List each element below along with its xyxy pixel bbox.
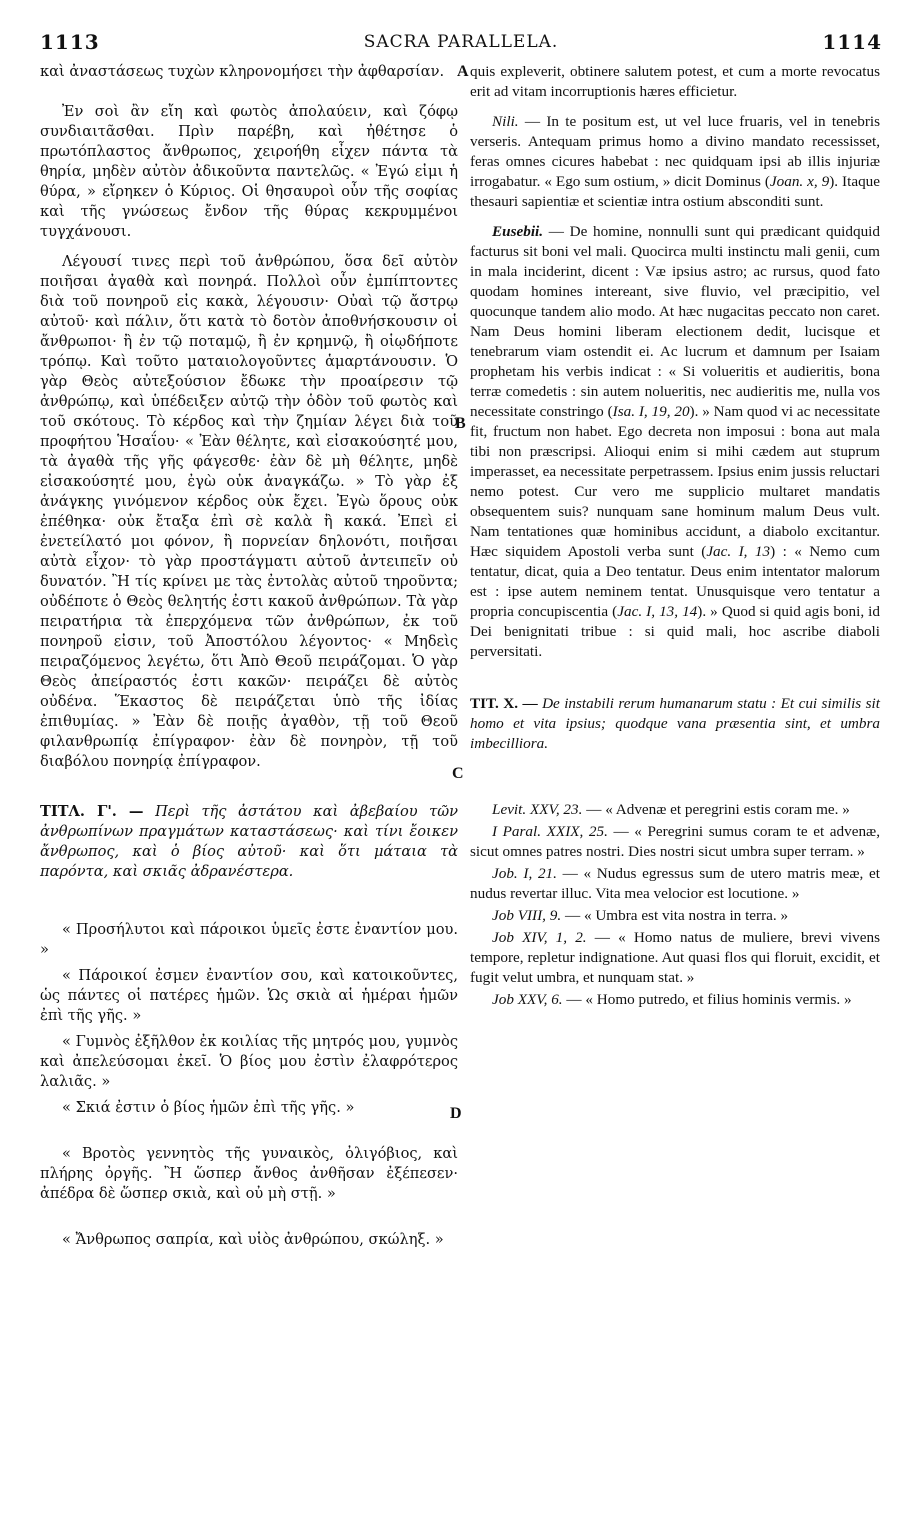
latin-quote-6: [470, 990, 880, 1010]
page-number-left: 1113: [40, 30, 100, 54]
latin-quote-4: [470, 906, 880, 926]
running-title: SACRA PARALLELA.: [363, 32, 559, 52]
latin-quote-5: [470, 928, 880, 988]
latin-quote-4-cite: Job VIII, 9.: [492, 907, 562, 924]
latin-quote-3-cite: Job. I, 21.: [492, 865, 557, 882]
latin-title-section: [470, 694, 880, 754]
eusebius-ref-1: Isa. I, 19, 20: [612, 403, 690, 420]
greek-quote-3: « Γυμνὸς ἐξῆλθον ἐκ κοιλίας τῆς μητρός μου, γυμνὸς καὶ ἀπελεύσομαι ἐκεῖ. Ὁ βίος μου ἐστὶν ἐλαφρότερος λαλιᾶς. »: [40, 1033, 458, 1090]
latin-quote-5-text: — « Homo natus de muliere, brevi vivens tempore, repletur indignatione. Aut quasi flos qui floruit, excidit, et fugit velut umbra, et nunquam stat. »: [470, 929, 880, 986]
margin-letter-a: A: [457, 63, 469, 80]
greek-title-body: Περὶ τῆς ἀστάτου καὶ ἀβεβαίου τῶν ἀνθρωπίνων πραγμάτων καταστάσεως· καὶ τίνι ἔοικεν ἄνθρωπος, καὶ ὁ βίος αὐτοῦ· καὶ ὅτι μάταια τὰ παρόντα, καὶ σκιᾶς ἀδρανέστερα.: [40, 803, 459, 880]
latin-quote-2-cite: I Paral. XXIX, 25.: [492, 823, 608, 840]
nili-ref: Joan. x, 9: [769, 173, 830, 190]
greek-column: [40, 62, 458, 1250]
eusebius-text-3: ) : « Nemo cum tentatur, dicat, quia a Deo tentatur. Deus enim intentator malorum est : ipse autem neminem tentat. Unusquisque vero tentatur a propria concupiscentia (: [470, 543, 880, 620]
eusebius-label: Eusebii.: [492, 223, 544, 240]
latin-quote-2: [470, 822, 880, 862]
latin-quote-1-text: — « Advenæ et peregrini estis coram me. »: [586, 801, 850, 818]
greek-quote-5: « Βροτὸς γεννητὸς τῆς γυναικὸς, ὀλιγόβιος, καὶ πλήρης ὀργῆς. Ἢ ὥσπερ ἄνθος ἀνθῆσαν ἐξέπεσεν· ἀπέδρα δὲ ὥσπερ σκιὰ, καὶ οὐ μὴ στῇ. »: [40, 1145, 458, 1202]
latin-quote-1-cite: Levit. XXV, 23.: [492, 801, 583, 818]
eusebius-ref-3: Jac. I, 13, 14: [617, 603, 698, 620]
greek-title-section: [40, 802, 458, 882]
latin-paragraph-eusebius: [470, 222, 880, 662]
eusebius-text-1: — De homine, nonnulli sunt qui prædicant quidquid facturus sit boni vel mali. Quocirca multi instinctu mali genii, cum in mala inciderint, dicent : Væ ipsius astro; ac rursus, quod fato quodam homines intereant, sive fluvio, vel præcipitio, vel quocunque tandem alio modo. At hæc nugacitas peccato non caret. Nam Deus homini liberam electionem dedit, lucisque et tenebrarum viam ostendit ei. Ac lucrum et damnum per Isaiam prophetam his verbis indicat : « Si volueritis et audieritis, bona terræ comedetis : sin autem nolueritis, nec audieritis me, nulla vos necessitate constringo (: [470, 223, 880, 420]
page-header: [40, 30, 882, 56]
latin-title-label: TIT. X. —: [470, 695, 538, 712]
nili-tail: ). Itaque thesauri sapientiæ et scientiæ intra ostium absconditi sunt.: [470, 173, 880, 210]
latin-quote-3: [470, 864, 880, 904]
latin-paragraph-nili: [470, 112, 880, 212]
greek-quote-6: « Ἄνθρωπος σαπρία, καὶ υἱὸς ἀνθρώπου, σκώληξ. »: [62, 1231, 444, 1248]
latin-column: [470, 62, 880, 1010]
latin-quote-6-cite: Job XXV, 6.: [492, 991, 563, 1008]
greek-paragraph-nili: Ἐν σοὶ ἂν εἴη καὶ φωτὸς ἀπολαύειν, καὶ ζόφῳ συνδιαιτᾶσθαι. Πρὶν παρέβη, καὶ ἠθέτησε ὁ πρωτόπλαστος ἄνθρωπος, χειροήθη εἶχεν πάντα τὰ θηρία, μηδὲν αὐτὸν ἀδικοῦντα παντελῶς. « Ἐγώ εἰμι ἡ θύρα, » εἴρηκεν ὁ Κύριος. Οἱ θησαυροὶ οὖν τῆς σοφίας καὶ τῆς γνώσεως ἔνδον τῆς θύρας κεκρυμμένοι τυγχάνουσι.: [40, 103, 458, 240]
eusebius-text-4: ). » Quod si quid agis boni, id Dei benignitati tribue : si quid mali, hoc ascribe diaboli perversitati.: [470, 603, 880, 660]
greek-quote-2: « Πάροικοί ἐσμεν ἐναντίον σου, καὶ κατοικοῦντες, ὡς πάντες οἱ πατέρες ἡμῶν. Ὡς σκιὰ αἱ ἡμέραι ἡμῶν ἐπὶ τῆς γῆς. »: [40, 967, 458, 1024]
page-number-right: 1114: [822, 30, 882, 54]
nili-text: — In te positum est, ut vel luce fruaris, vel in tenebris verseris. Antequam primus homo a divino mandato recessisset, feras omnes cicures habebat : nec quidquam ipsi ab illis injuriæ irrogabatur. « Ego sum ostium, » dicit Dominus (: [470, 113, 881, 190]
greek-title-label: ΤΙΤΛ. Γ'. —: [40, 803, 144, 820]
margin-letter-d: D: [450, 1105, 462, 1122]
greek-paragraph-eusebius: Λέγουσί τινες περὶ τοῦ ἀνθρώπου, ὅσα δεῖ αὐτὸν ποιῆσαι ἀγαθὰ καὶ πονηρά. Πολλοὶ οὖν ἐμπίπτοντες διὰ τοῦ πονηροῦ εἰς κακὰ, λέγουσιν· Οὐαὶ τῷ ἄστρῳ αὐτοῦ· καὶ πάλιν, ὅτι κατὰ τὸ δοτὸν ἀποθνήσκουσιν οἱ ἄνθρωποι· ἢ ἐν τῷ ποταμῷ, ἢ ἐν κρημνῷ, ἢ οἱῳδήποτε τρόπῳ. Καὶ τοῦτο ματαιολογοῦντες ἁμαρτάνουσιν. Ὁ γὰρ Θεὸς αὐτεξούσιον ἔδωκε τὴν προαίρεσιν τῷ ἀνθρώπῳ, καὶ ὑπέδειξεν αὐτῷ τὴν ὁδὸν τοῦ φωτὸς καὶ τοῦ σκότους. Τὸ κέρδος καὶ τὴν ζημίαν λέγει διὰ τοῦ προφήτου Ἡσαΐου· « Ἐὰν θέλητε, καὶ εἰσακούσητέ μου, τὰ ἀγαθὰ τῆς γῆς φάγεσθε· ἐὰν δὲ μὴ θέλητε, μηδὲ εἰσακούσητέ μου, ἐγὼ οὐκ ἀναγκάζω. » Τὸ γὰρ ἐξ ἀνάγκης γινόμενον κέρδος οὐκ ἔχει. Ἐγὼ ὅρους οὐκ ἐπέθηκα· οὐκ ἔταξα ἐπὶ σὲ καλὰ ἢ κακά. Ἐπεὶ εἰ ἐνετείλατό μοι φόνον, ἢ πορνείαν δηλονότι, ποιῆσαι αὐτὰ εἶχον· τὸ γὰρ προστάγματι αὐτοῦ ἀντειπεῖν οὐ δυνατόν. Ἢ τίς κρίνει με τὰς ἐντολὰς αὐτοῦ τηροῦντα; οὐδέποτε ὁ Θεὸς θελητής ἐστι κακοῦ ἀνθρώπων. Τὰ γὰρ πειρατήρια τὰ ἐπερχόμενα τῶν ἀνθρώπων, ἐκ τοῦ πονηροῦ εἰσιν, τοῦ Ἀποστόλου λέγοντος· « Μηδεὶς πειραζόμενος λεγέτω, ὅτι Ἀπὸ Θεοῦ πειράζομαι. Ὁ γὰρ Θεὸς ἀπείραστός ἐστι κακῶν· πειράζει δὲ αὐτὸς οὐδένα. Ἕκαστος δὲ πειράζεται ὑπὸ τῆς ἰδίας ἐπιθυμίας. » Ἐὰν δὲ ποιῇς ἀγαθὸν, τῇ τοῦ Θεοῦ φιλανθρωπίᾳ ἐπίγραφον· ἐὰν δὲ πονηρὸν, τῇ τοῦ διαβόλου πονηρίᾳ ἐπίγραφον.: [40, 253, 458, 770]
eusebius-text-2: ). » Nam quod vi ac necessitate fit, fructum non habet. Ego decreta non imposui : bona aut mala tibi non præscripsi. Alioqui enim si mihi cædem aut stuprum imperasset, ea necessitate perpetrassem. Ipsius enim jussis reluctari nemo potest. Cur vero me supplicio multaret mandatis obsequentem suis? nunquam sane hominum malum Deus vult. Nam tentationes quæ hominibus accidunt, a diabolo excitantur. Hæc siquidem Apostoli verba sunt (: [470, 403, 881, 560]
latin-paragraph-0: quis expleverit, obtinere salutem potest, et cum a morte revocatus erit ad vitam incorruptionis hæres efficietur.: [470, 63, 880, 100]
eusebius-ref-2: Jac. I, 13: [706, 543, 771, 560]
latin-quote-2-text: — « Peregrini sumus coram te et advenæ, sicut omnes patres nostri. Dies nostri sicut umbra super terram. »: [470, 823, 880, 860]
latin-title-body: De instabili rerum humanarum statu : Et cui similis sit homo et vita ipsius; quodque vana præsentia sint, et umbra imbecilliora.: [470, 695, 880, 752]
latin-quote-4-text: — « Umbra est vita nostra in terra. »: [564, 907, 789, 924]
latin-quote-3-text: — « Nudus egressus sum de utero matris meæ, et nudus revertar illuc. Vita mea velocior est locutione. »: [470, 865, 880, 902]
latin-quote-5-cite: Job XIV, 1, 2.: [492, 929, 587, 946]
greek-paragraph-0: καὶ ἀναστάσεως τυχὼν κληρονομήσει τὴν ἀφθαρσίαν.: [40, 63, 445, 80]
margin-letter-b: B: [455, 415, 466, 432]
greek-quote-1: « Προσήλυτοι καὶ πάροικοι ὑμεῖς ἐστε ἐναντίον μου. »: [40, 921, 458, 958]
latin-quote-6-text: — « Homo putredo, et filius hominis vermis. »: [566, 991, 852, 1008]
greek-quote-4: « Σκιά ἐστιν ὁ βίος ἡμῶν ἐπὶ τῆς γῆς. »: [62, 1099, 355, 1116]
margin-letter-c: C: [452, 765, 464, 782]
latin-quote-1: [470, 800, 880, 820]
nili-label: Nili.: [492, 113, 519, 130]
